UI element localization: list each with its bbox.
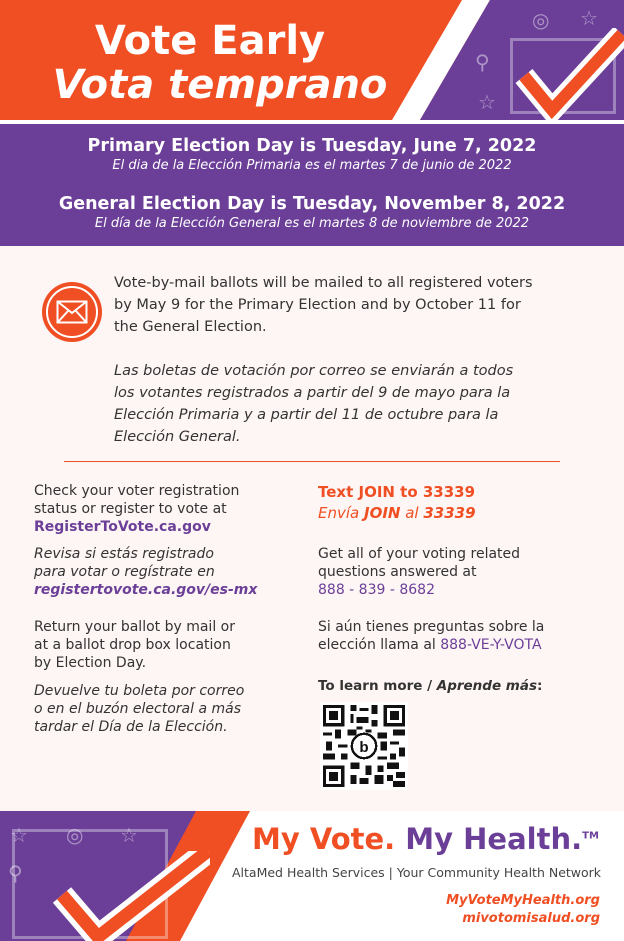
checkmark-icon xyxy=(510,28,624,120)
return-line-1: Return your ballot by mail or xyxy=(34,619,235,635)
divider xyxy=(64,461,560,462)
stethoscope-icon: ⚲ xyxy=(475,50,490,74)
brand-vote: Vote. xyxy=(309,822,396,856)
register-es-link[interactable]: registertovote.ca.gov/es-mx xyxy=(34,582,258,598)
text-join-es xyxy=(318,503,476,523)
return-es-line-2: o en el buzón electoral a más xyxy=(34,701,241,717)
mask-icon: ◎ xyxy=(66,823,84,847)
title-english: Vote Early xyxy=(94,18,326,64)
sms-number: 33339 xyxy=(422,483,476,501)
tagline: AltaMed Health Services | Your Community Health Network xyxy=(232,865,602,880)
mail-text-es-2: los votantes registrados a partir del 9 de mayo para la xyxy=(114,385,511,401)
brand-my-health: My Health. xyxy=(395,822,583,856)
text-join-en xyxy=(318,482,475,502)
check-line-2: status or register to vote at xyxy=(34,501,227,517)
check-text-es xyxy=(34,545,257,599)
join-keyword-es: JOIN xyxy=(364,504,401,522)
general-date-es: El día de la Elección General es el martes 8 de noviembre de 2022 xyxy=(94,216,530,231)
envelope-icon xyxy=(56,300,88,324)
mask-icon: ◎ xyxy=(532,8,550,32)
return-line-2: at a ballot drop box location xyxy=(34,637,231,653)
brand-logo xyxy=(252,822,599,856)
mail-text-es-3: Elección Primaria y a partir del 11 de octubre para la xyxy=(114,407,499,423)
learn-more-en: To learn more / xyxy=(318,678,437,694)
text-to: to xyxy=(394,483,423,501)
check-es-line-1: Revisa si estás registrado xyxy=(34,546,214,562)
svg-text:b: b xyxy=(359,738,369,756)
envia-prefix: Envía xyxy=(318,504,364,522)
header xyxy=(0,0,624,120)
phone-number-es[interactable]: 888-VE-Y-VOTA xyxy=(440,637,542,653)
general-date-en: General Election Day is Tuesday, November 8, 2022 xyxy=(58,194,566,214)
return-es-line-3: tardar el Día de la Elección. xyxy=(34,719,228,735)
join-keyword: JOIN xyxy=(358,483,395,501)
election-dates-band xyxy=(0,124,624,246)
stethoscope-icon: ⚲ xyxy=(8,861,23,885)
text-prefix: Text xyxy=(318,483,359,501)
questions-text xyxy=(318,545,520,599)
es-q-line-1: Si aún tienes preguntas sobre la xyxy=(318,619,545,635)
star-icon: ☆ xyxy=(580,6,598,30)
website-link-es[interactable]: mivotomisalud.org xyxy=(462,911,600,926)
learn-more-es: Aprende más xyxy=(436,678,538,694)
envia-al: al xyxy=(400,504,424,522)
brand-my: My xyxy=(252,822,310,856)
check-text xyxy=(34,482,239,536)
es-q-line-2: elección llama al xyxy=(318,637,441,653)
questions-text-es xyxy=(318,618,544,654)
star-icon: ☆ xyxy=(478,90,496,114)
return-line-3: by Election Day. xyxy=(34,655,147,671)
title-spanish: Vota temprano xyxy=(52,62,388,108)
mail-text-en-3: the General Election. xyxy=(114,319,267,335)
phone-number[interactable]: 888 - 839 - 8682 xyxy=(318,582,435,598)
star-icon: ☆ xyxy=(120,823,138,847)
star-icon: ☆ xyxy=(10,823,28,847)
questions-line-2: questions answered at xyxy=(318,564,477,580)
primary-date-es: El dia de la Elección Primaria es el martes 7 de junio de 2022 xyxy=(112,158,512,173)
sms-number-es: 33339 xyxy=(423,504,476,522)
mail-text-es-4: Elección General. xyxy=(114,429,241,445)
mail-text-en-2: by May 9 for the Primary Election and by October 11 for xyxy=(114,297,521,313)
website-link-en[interactable]: MyVoteMyHealth.org xyxy=(446,893,600,908)
qr-code[interactable] xyxy=(320,702,408,790)
trademark: TM xyxy=(582,830,599,842)
mail-text-en-1: Vote-by-mail ballots will be mailed to all registered voters xyxy=(114,275,533,291)
return-text xyxy=(34,618,235,672)
learn-more-colon: : xyxy=(537,678,543,694)
check-line-1: Check your voter registration xyxy=(34,483,240,499)
checkmark-icon xyxy=(40,851,210,941)
primary-date-en: Primary Election Day is Tuesday, June 7, 2022 xyxy=(87,136,537,156)
mail-icon-badge xyxy=(42,282,102,342)
return-es-line-1: Devuelve tu boleta por correo xyxy=(34,683,245,699)
check-es-line-2: para votar o regístrate en xyxy=(34,564,215,580)
return-text-es xyxy=(34,682,244,736)
questions-line-1: Get all of your voting related xyxy=(318,546,521,562)
register-link[interactable]: RegisterToVote.ca.gov xyxy=(34,519,211,535)
mail-text-es-1: Las boletas de votación por correo se enviarán a todos xyxy=(114,363,514,379)
learn-more xyxy=(318,677,542,695)
